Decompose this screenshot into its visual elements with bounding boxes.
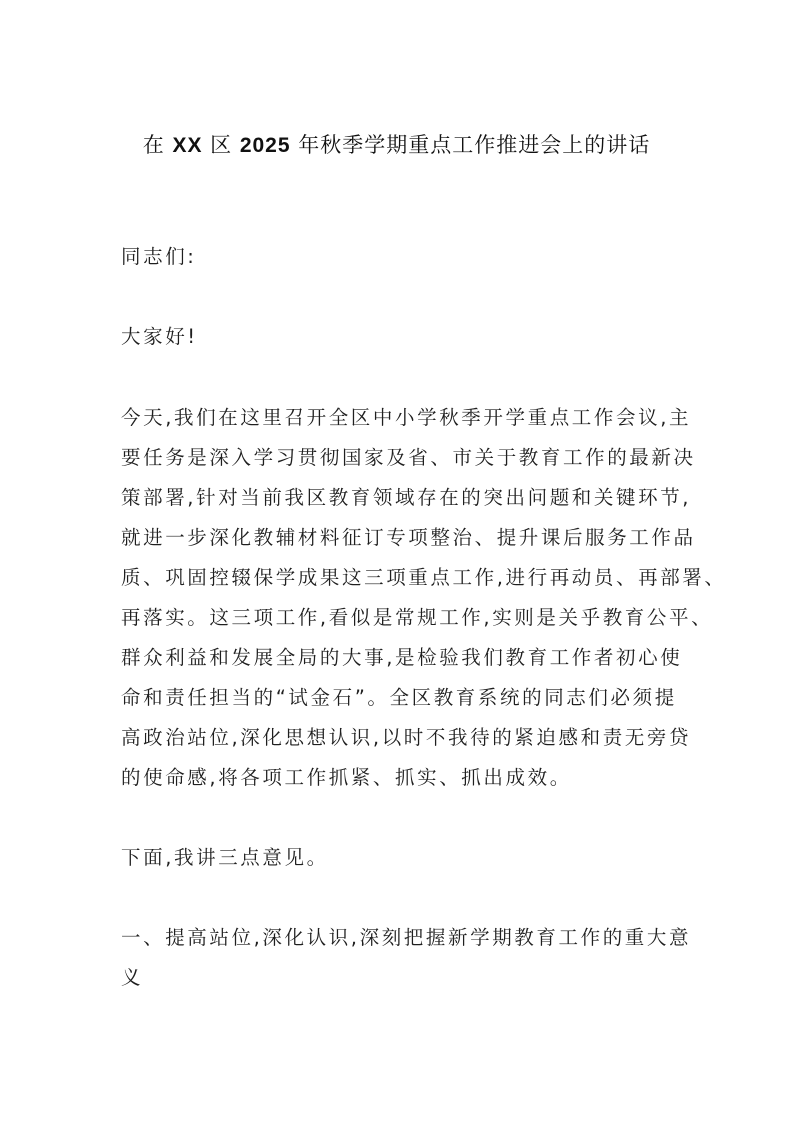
paragraph-line: 就进一步深化教辅材料征订专项整治、提升课后服务工作品 <box>121 526 696 549</box>
salutation: 同志们: <box>121 245 197 268</box>
section-1-heading <box>121 918 692 998</box>
paragraph-line: 群众利益和发展全局的大事,是检验我们教育工作者初心使 <box>121 646 683 669</box>
title-part-bold: XX <box>172 134 203 157</box>
paragraph-line: 的使命感,将各项工作抓紧、抓实、抓出成效。 <box>121 766 572 789</box>
paragraph-line: 质、巩固控辍保学成果这三项重点工作,进行再动员、再部署、 <box>121 566 727 589</box>
paragraph-line: 命和责任担当的“试金石”。全区教育系统的同志们必须提 <box>121 686 677 709</box>
title-part: 年秋季学期重点工作推进会上的讲话 <box>290 133 651 157</box>
heading-line: 义 <box>121 966 144 989</box>
transition-text: 下面,我讲三点意见。 <box>121 846 329 869</box>
paragraph-line: 高政治站位,深化思想认识,以时不我待的紧迫感和责无旁贷 <box>121 726 692 749</box>
greeting: 大家好! <box>121 325 198 348</box>
paragraph-line: 策部署,针对当前我区教育领域存在的突出问题和关键环节, <box>121 486 692 509</box>
title-part: 区 <box>202 133 240 157</box>
heading-line: 一、提高站位,深化认识,深刻把握新学期教育工作的重大意 <box>121 926 692 949</box>
paragraph-line: 再落实。这三项工作,看似是常规工作,实则是关乎教育公平、 <box>121 606 714 629</box>
paragraph-line: 今天,我们在这里召开全区中小学秋季开学重点工作会议,主 <box>121 406 692 429</box>
title-part-bold: 2025 <box>239 134 291 157</box>
document-title <box>0 128 793 163</box>
title-part: 在 <box>142 133 173 157</box>
paragraph-line: 要任务是深入学习贯彻国家及省、市关于教育工作的最新决 <box>121 446 696 469</box>
intro-paragraph <box>121 398 727 798</box>
